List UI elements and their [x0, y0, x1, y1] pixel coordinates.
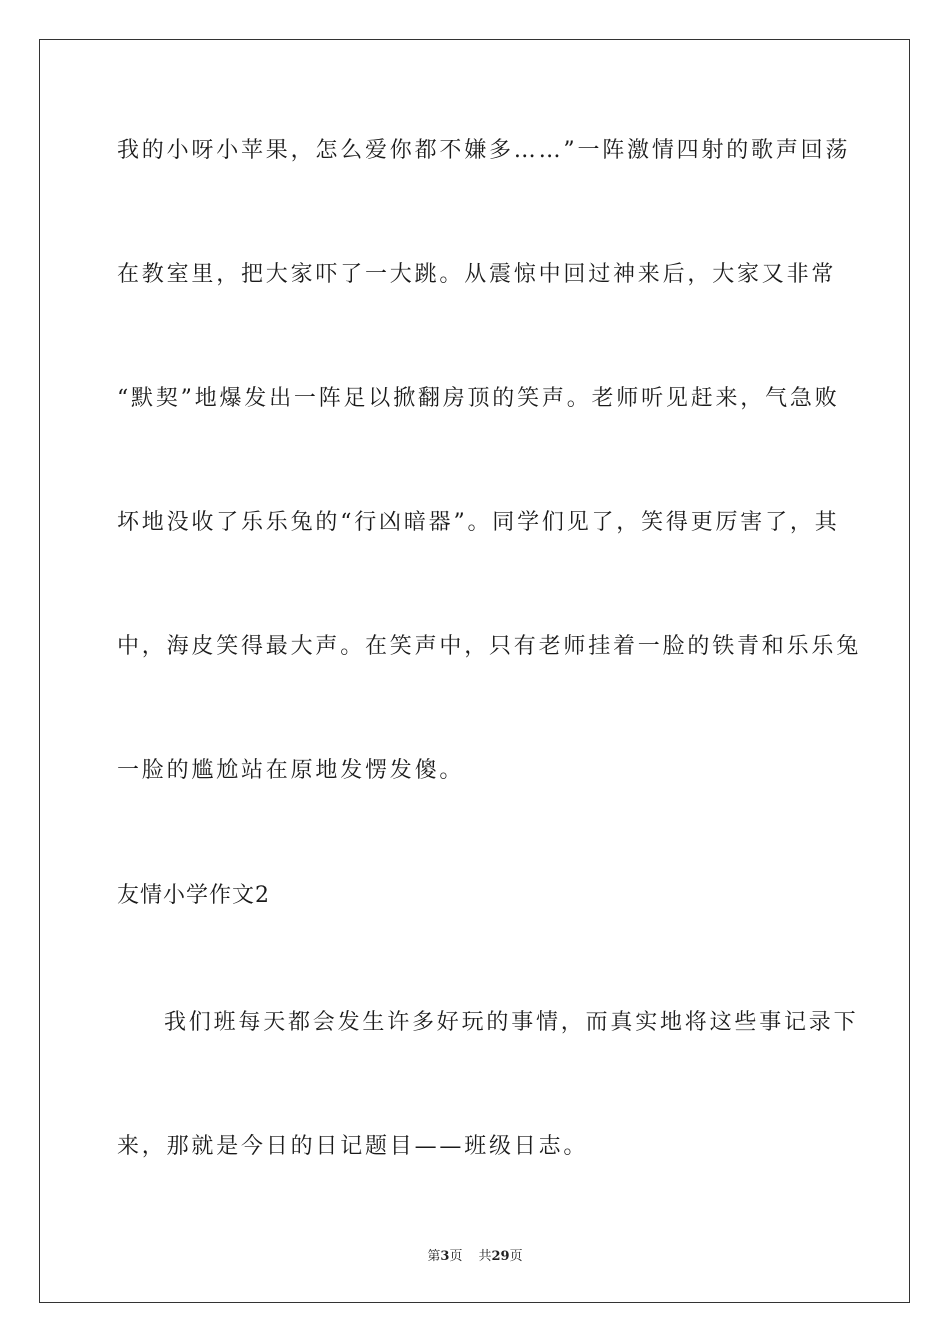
- paragraph-line-4: 坏地没收了乐乐兔的“行凶暗器”。同学们见了，笑得更厉害了，其: [117, 510, 840, 535]
- page-border: [39, 39, 910, 1303]
- paragraph-line-6: 一脸的尴尬站在原地发愣发傻。: [117, 758, 465, 783]
- paragraph-line-2: 在教室里，把大家吓了一大跳。从震惊中回过神来后，大家又非常: [117, 262, 837, 287]
- total-suffix: 页: [509, 1249, 523, 1264]
- page-footer: [0, 1248, 950, 1266]
- page-prefix: 第: [427, 1249, 441, 1264]
- paragraph-line-3: “默契”地爆发出一阵足以掀翻房顶的笑声。老师听见赶来，气急败: [117, 386, 840, 411]
- paragraph2-line-2: 来，那就是今日的日记题目——班级日志。: [117, 1134, 589, 1159]
- total-pages: 29: [491, 1249, 510, 1264]
- paragraph2-line-1: 我们班每天都会发生许多好玩的事情，而真实地将这些事记录下: [164, 1010, 859, 1035]
- total-prefix: 共: [478, 1249, 492, 1264]
- page-number: 3: [440, 1249, 450, 1264]
- page-suffix: 页: [449, 1249, 463, 1264]
- section-heading: 友情小学作文2: [117, 883, 270, 908]
- paragraph-line-5: 中，海皮笑得最大声。在笑声中，只有老师挂着一脸的铁青和乐乐兔: [117, 634, 862, 659]
- paragraph-line-1: 我的小呀小苹果，怎么爱你都不嫌多……”一阵激情四射的歌声回荡: [117, 138, 851, 163]
